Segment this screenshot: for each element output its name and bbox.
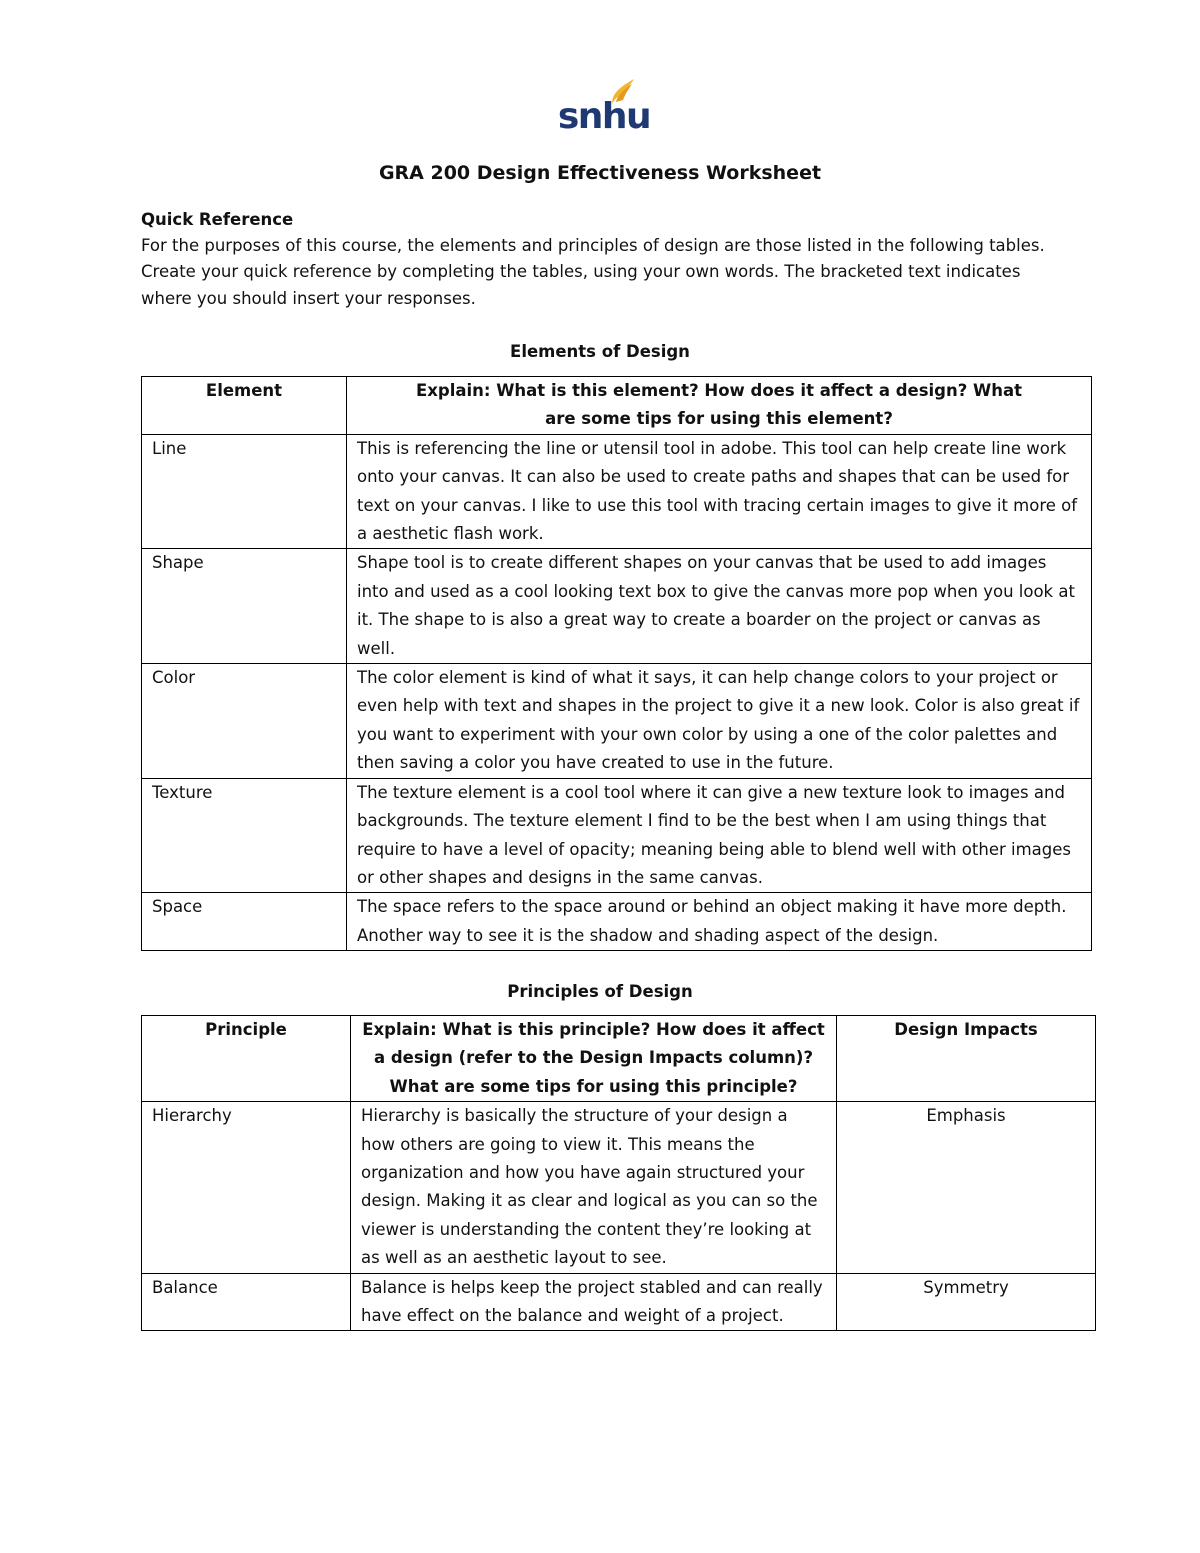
elements-table xyxy=(141,376,1092,951)
table-header-row xyxy=(142,377,1092,435)
table-header-row xyxy=(142,1016,1096,1102)
design-impact: Emphasis xyxy=(837,1102,1096,1273)
snhu-logo xyxy=(554,72,654,134)
table-row xyxy=(142,549,1092,664)
element-explanation: The color element is kind of what it says, it can help change colors to your project or even help with text and shapes in the project to give it a new look. Color is also great if you want to experiment with your own color by using a one of the color palettes and then saving a color you have created to use in the future. xyxy=(347,664,1092,779)
element-name: Line xyxy=(142,434,347,549)
element-explanation: The texture element is a cool tool where it can give a new texture look to images and backgrounds. The texture element I find to be the best when I am using things that require to have a level of opacity; meaning being able to blend well with other images or other shapes and designs in the same canvas. xyxy=(347,778,1092,893)
elements-heading: Elements of Design xyxy=(510,342,690,361)
column-header: Design Impacts xyxy=(837,1016,1096,1102)
table-row xyxy=(142,778,1092,893)
quick-reference-body: For the purposes of this course, the elements and principles of design are those listed in the following tables. Create your quick reference by completing the tables, using your own words. The bracketed text indicates where you should insert your responses. xyxy=(141,236,1045,308)
principle-explanation: Hierarchy is basically the structure of your design a how others are going to view it. This means the organization and how you have again structured your design. Making it as clear and logical as you can so the viewer is understanding the content they’re looking at as well as an aesthetic layout to see. xyxy=(351,1102,837,1273)
element-name: Color xyxy=(142,664,347,779)
element-name: Shape xyxy=(142,549,347,664)
element-name: Texture xyxy=(142,778,347,893)
column-header: Element xyxy=(142,377,347,435)
principles-table xyxy=(141,1015,1096,1331)
logo-text: snhu xyxy=(557,96,651,134)
table-row xyxy=(142,434,1092,549)
column-header: Explain: What is this element? How does it affect a design? What are some tips for using this element? xyxy=(347,377,1092,435)
element-name: Space xyxy=(142,893,347,951)
page-title: GRA 200 Design Effectiveness Worksheet xyxy=(378,162,822,184)
table-row xyxy=(142,893,1092,951)
principle-explanation: Balance is helps keep the project stabled and can really have effect on the balance and weight of a project. xyxy=(351,1273,837,1331)
column-header: Principle xyxy=(142,1016,351,1102)
table-row xyxy=(142,1273,1096,1331)
table-row xyxy=(142,664,1092,779)
column-header: Explain: What is this principle? How does it affect a design (refer to the Design Impacts column)? What are some tips for using this principle? xyxy=(351,1016,837,1102)
element-explanation: Shape tool is to create different shapes on your canvas that be used to add images into and used as a cool looking text box to give the canvas more pop when you look at it. The shape to is also a great way to create a boarder on the project or canvas as well. xyxy=(347,549,1092,664)
design-impact: Symmetry xyxy=(837,1273,1096,1331)
principle-name: Hierarchy xyxy=(142,1102,351,1273)
principles-heading: Principles of Design xyxy=(507,982,693,1001)
quick-reference-heading: Quick Reference xyxy=(141,210,294,229)
table-row xyxy=(142,1102,1096,1273)
principle-name: Balance xyxy=(142,1273,351,1331)
element-explanation: This is referencing the line or utensil tool in adobe. This tool can help create line work onto your canvas. It can also be used to create paths and shapes that can be used for text on your canvas. I like to use this tool with tracing certain images to give it more of a aesthetic flash work. xyxy=(347,434,1092,549)
element-explanation: The space refers to the space around or behind an object making it have more depth. Another way to see it is the shadow and shading aspect of the design. xyxy=(347,893,1092,951)
